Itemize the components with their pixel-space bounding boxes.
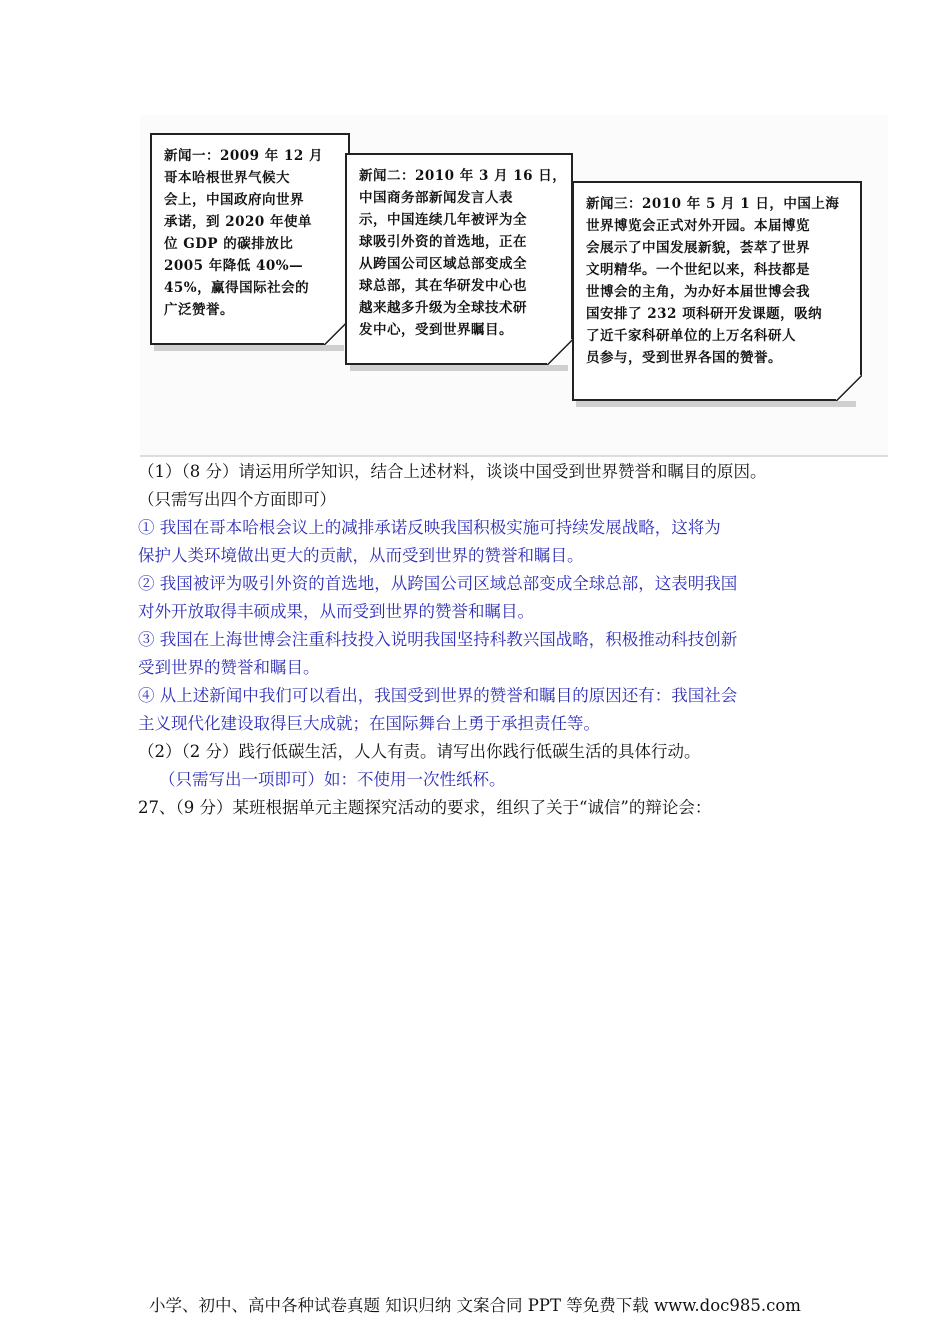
note-shadow	[154, 345, 344, 351]
note-shadow	[576, 401, 856, 407]
question-2-prompt: （2）（2 分）践行低碳生活，人人有责。请写出你践行低碳生活的具体行动。	[138, 742, 701, 761]
answer-line: ③ 我国在上海世博会注重科技投入说明我国坚持科教兴国战略，积极推动科技创新	[138, 630, 738, 649]
news-line: 新闻二：2010 年 3 月 16 日，	[359, 168, 567, 184]
page-footer: 小学、初中、高中各种试卷真题 知识归纳 文案合同 PPT 等免费下载 www.doc985.com	[149, 1296, 801, 1315]
answer-line: 对外开放取得丰硕成果，从而受到世界的赞誉和瞩目。	[138, 602, 534, 621]
answer-line: ② 我国被评为吸引外资的首选地，从跨国公司区域总部变成全球总部，这表明我国	[138, 574, 738, 593]
news-figure	[140, 115, 888, 457]
news-line: 广泛赞誉。	[164, 302, 234, 318]
news-line: 45%，赢得国际社会的	[164, 280, 310, 296]
answer-1	[138, 514, 868, 738]
news-line: 世博会的主角，为办好本届世博会我	[586, 284, 810, 300]
news-line: 从跨国公司区域总部变成全	[359, 256, 527, 272]
question-1-note: （只需写出四个方面即可）	[138, 490, 336, 509]
news-line: 承诺，到 2020 年使单	[164, 214, 312, 230]
news-line: 文明精华。一个世纪以来，科技都是	[586, 262, 810, 278]
news-line: 越来越多升级为全球技术研	[359, 300, 527, 316]
question-27-prompt: 27、（9 分）某班根据单元主题探究活动的要求，组织了关于“诚信”的辩论会：	[138, 798, 712, 817]
news-line: 新闻三：2010 年 5 月 1 日，中国上海	[586, 196, 840, 212]
answer-line: 主义现代化建设取得巨大成就；在国际舞台上勇于承担责任等。	[138, 714, 600, 733]
news-line: 世界博览会正式对外开园。本届博览	[586, 218, 810, 234]
news-line: 球吸引外资的首选地，正在	[359, 234, 527, 250]
answer-line: 受到世界的赞誉和瞩目。	[138, 658, 320, 677]
news-line: 哥本哈根世界气候大	[164, 170, 290, 186]
news-note-2	[345, 153, 573, 365]
news-line: 会展示了中国发展新貌，荟萃了世界	[586, 240, 810, 256]
news-line: 员参与，受到世界各国的赞誉。	[586, 350, 782, 366]
note-shadow	[350, 365, 568, 371]
news-line: 中国商务部新闻发言人表	[359, 190, 513, 206]
news-line: 会上，中国政府向世界	[164, 192, 304, 208]
answer-line: ④ 从上述新闻中我们可以看出，我国受到世界的赞誉和瞩目的原因还有：我国社会	[138, 686, 738, 705]
news-note-3	[572, 181, 862, 401]
news-line: 新闻一：2009 年 12 月	[164, 148, 323, 164]
news-line: 了近千家科研单位的上万名科研人	[586, 328, 796, 344]
answer-line: 保护人类环境做出更大的贡献，从而受到世界的赞誉和瞩目。	[138, 546, 584, 565]
answer-2: （只需写出一项即可）如：不使用一次性纸杯。	[138, 770, 506, 789]
question-1-prompt: （1）（8 分）请运用所学知识，结合上述材料，谈谈中国受到世界赞誉和瞩目的原因。	[138, 462, 767, 481]
answer-line: ① 我国在哥本哈根会议上的减排承诺反映我国积极实施可持续发展战略，这将为	[138, 518, 721, 537]
news-line: 位 GDP 的碳排放比	[164, 236, 294, 252]
question-block	[138, 458, 868, 822]
news-note-1	[150, 133, 350, 345]
news-line: 示，中国连续几年被评为全	[359, 212, 527, 228]
news-line: 国安排了 232 项科研开发课题，吸纳	[586, 306, 823, 322]
news-line: 发中心，受到世界瞩目。	[359, 322, 513, 338]
news-line: 球总部，其在华研发中心也	[359, 278, 527, 294]
news-line: 2005 年降低 40%—	[164, 258, 304, 274]
